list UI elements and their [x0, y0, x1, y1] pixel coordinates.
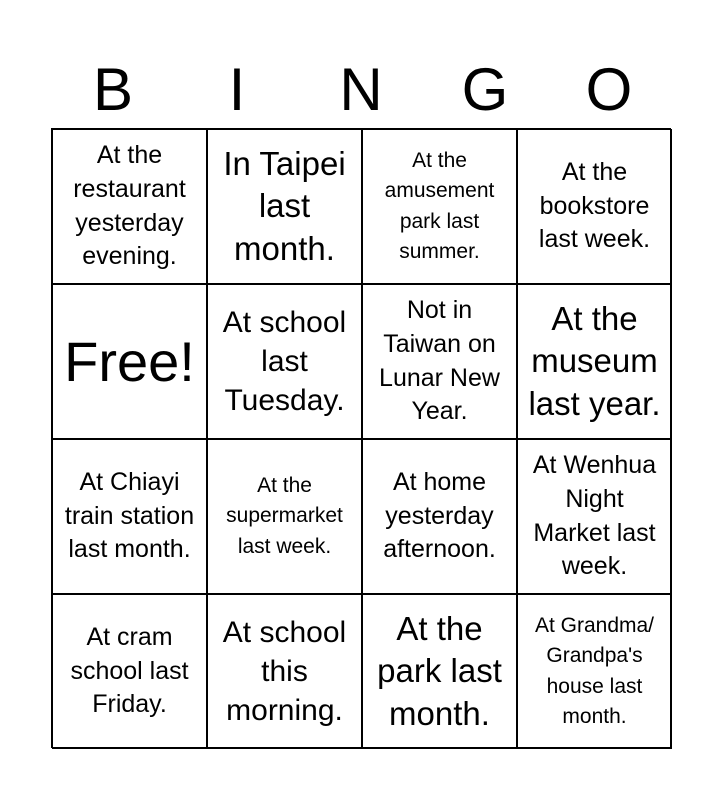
free-cell[interactable]	[52, 284, 207, 439]
bingo-cell[interactable]	[52, 439, 207, 594]
bingo-cell[interactable]	[517, 439, 672, 594]
cell-text: At cram school last Friday.	[70, 622, 189, 719]
bingo-cell[interactable]	[362, 129, 517, 284]
cell-text: At the bookstore last week.	[538, 157, 651, 254]
cell-text: At the amusement park last summer.	[384, 148, 495, 263]
cell-text: Free!	[64, 329, 195, 393]
bingo-board	[51, 128, 671, 748]
bingo-cell[interactable]	[517, 594, 672, 749]
cell-text: At the park last month.	[377, 610, 502, 732]
title-letter-i: I	[228, 56, 246, 123]
cell-text: At home yesterday afternoon.	[383, 467, 496, 564]
title-letter-n: N	[339, 56, 383, 123]
cell-text: At Chiayi train station last month.	[64, 467, 195, 564]
cell-text: At school this morning.	[222, 616, 347, 727]
bingo-cell[interactable]	[207, 284, 362, 439]
title-letter-b: B	[92, 56, 134, 123]
cell-text: At the restaurant yesterday evening.	[73, 141, 186, 271]
bingo-cell[interactable]	[207, 129, 362, 284]
bingo-cell[interactable]	[52, 129, 207, 284]
bingo-cell[interactable]	[362, 284, 517, 439]
bingo-cell[interactable]	[362, 594, 517, 749]
cell-text: Not in Taiwan on Lunar New Year.	[379, 296, 500, 426]
bingo-cell[interactable]	[52, 594, 207, 749]
bingo-cell[interactable]	[517, 284, 672, 439]
cell-text: At the museum last year.	[528, 300, 661, 422]
title-letter-g: G	[461, 56, 509, 123]
cell-text: In Taipei last month.	[223, 145, 346, 267]
bingo-cell[interactable]	[207, 439, 362, 594]
bingo-cell[interactable]	[517, 129, 672, 284]
bingo-cell[interactable]	[207, 594, 362, 749]
bingo-cell[interactable]	[362, 439, 517, 594]
cell-text: At Grandma/ Grandpa's house last month.	[534, 613, 655, 728]
cell-text: At Wenhua Night Market last week.	[532, 451, 657, 581]
cell-text: At the supermarket last week.	[226, 473, 343, 558]
bingo-title	[51, 50, 671, 130]
cell-text: At school last Tuesday.	[222, 306, 347, 417]
title-letter-o: O	[585, 56, 633, 123]
